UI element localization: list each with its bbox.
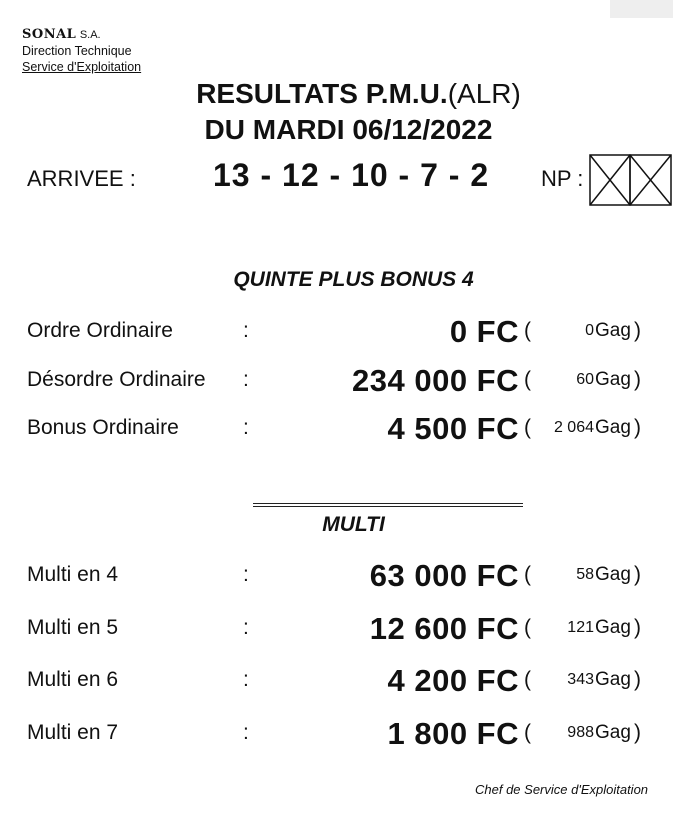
row-amount: 63 000 FC	[369, 558, 519, 593]
section-divider	[253, 503, 523, 507]
row-open-paren: (	[524, 563, 531, 586]
row-open-paren: (	[524, 721, 531, 744]
row-open-paren: (	[524, 668, 531, 691]
row-unit: Gag	[595, 564, 631, 585]
row-unit: Gag	[595, 722, 631, 743]
row-unit: Gag	[595, 369, 631, 390]
row-close-paren: )	[634, 563, 641, 586]
row-close-paren: )	[634, 668, 641, 691]
row-unit: Gag	[595, 320, 631, 341]
quinte-row	[0, 411, 673, 445]
row-colon: :	[243, 416, 249, 439]
row-amount: 12 600 FC	[369, 611, 519, 646]
row-colon: :	[243, 368, 249, 391]
row-colon: :	[243, 721, 249, 744]
page-date: DU MARDI 06/12/2022	[204, 114, 493, 145]
department: Direction Technique	[22, 44, 132, 58]
np-label: NP :	[541, 166, 584, 191]
multi-row	[0, 716, 673, 750]
row-open-paren: (	[524, 416, 531, 439]
signature-line: Chef de Service d'Exploitation	[475, 782, 649, 797]
row-amount: 1 800 FC	[387, 716, 519, 751]
page-title	[22, 78, 673, 110]
top-strip	[610, 0, 673, 18]
org-name: SONAL	[22, 27, 77, 42]
arrivee-label: ARRIVEE :	[27, 166, 136, 191]
row-close-paren: )	[634, 319, 641, 342]
multi-row	[0, 663, 673, 697]
title-suffix: (ALR)	[447, 78, 521, 109]
row-amount: 234 000 FC	[352, 363, 519, 398]
row-open-paren: (	[524, 368, 531, 391]
row-colon: :	[243, 319, 249, 342]
row-close-paren: )	[634, 721, 641, 744]
row-label: Multi en 5	[27, 616, 119, 639]
row-label: Multi en 7	[27, 721, 119, 744]
service-name: Service d'Exploitation	[22, 60, 142, 74]
quinte-row	[0, 314, 673, 348]
row-label: Bonus Ordinaire	[27, 416, 179, 439]
row-amount: 0 FC	[449, 314, 519, 349]
quinte-section-title: QUINTE PLUS BONUS 4	[233, 268, 474, 291]
title-main: RESULTATS P.M.U.	[196, 78, 448, 109]
multi-row	[0, 611, 673, 645]
row-gagnants: 2 064	[553, 419, 594, 436]
org-suffix: S.A.	[79, 29, 101, 41]
row-amount: 4 200 FC	[387, 663, 519, 698]
row-close-paren: )	[634, 416, 641, 439]
row-colon: :	[243, 616, 249, 639]
row-label: Désordre Ordinaire	[27, 368, 206, 391]
row-gagnants: 58	[576, 566, 594, 583]
multi-section-title: MULTI	[322, 513, 385, 536]
row-gagnants: 0	[585, 322, 594, 339]
row-colon: :	[243, 668, 249, 691]
row-gagnants: 121	[567, 619, 594, 636]
row-open-paren: (	[524, 616, 531, 639]
np-crossed-boxes-icon	[588, 153, 673, 207]
row-colon: :	[243, 563, 249, 586]
row-open-paren: (	[524, 319, 531, 342]
row-unit: Gag	[595, 617, 631, 638]
letterhead	[22, 26, 141, 75]
quinte-row	[0, 363, 673, 397]
row-unit: Gag	[595, 417, 631, 438]
row-gagnants: 60	[576, 371, 594, 388]
row-label: Ordre Ordinaire	[27, 319, 173, 342]
row-close-paren: )	[634, 368, 641, 391]
row-close-paren: )	[634, 616, 641, 639]
row-label: Multi en 6	[27, 668, 119, 691]
row-gagnants: 343	[567, 671, 594, 688]
arrivee-numbers: 13 - 12 - 10 - 7 - 2	[213, 157, 490, 193]
row-label: Multi en 4	[27, 563, 119, 586]
row-gagnants: 988	[567, 724, 594, 741]
row-amount: 4 500 FC	[387, 411, 519, 446]
multi-row	[0, 558, 673, 592]
row-unit: Gag	[595, 669, 631, 690]
